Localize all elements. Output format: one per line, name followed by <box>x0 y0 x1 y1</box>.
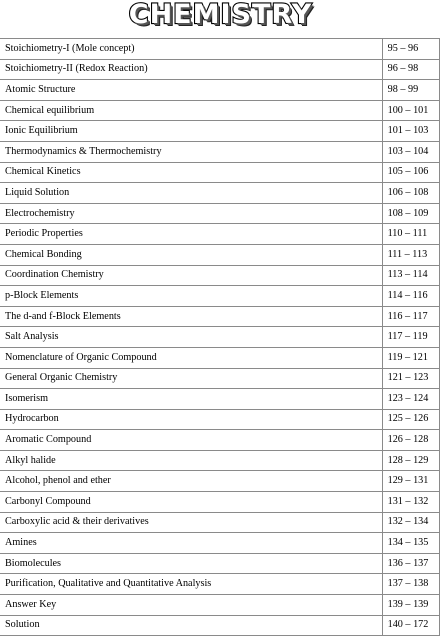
page-range-cell: 136 – 137 <box>382 553 439 574</box>
topic-cell: Solution <box>0 615 382 636</box>
table-row <box>0 100 440 121</box>
page-range-cell: 119 – 121 <box>382 347 439 368</box>
topic-cell: Alkyl halide <box>0 450 382 471</box>
table-row <box>0 327 440 348</box>
page-range-cell: 126 – 128 <box>382 430 439 451</box>
page-range-cell: 121 – 123 <box>382 368 439 389</box>
contents-table-body <box>0 39 440 636</box>
page-range-cell: 105 – 106 <box>382 162 439 183</box>
table-row <box>0 306 440 327</box>
table-row <box>0 595 440 616</box>
topic-cell: Chemical equilibrium <box>0 100 382 121</box>
table-row <box>0 59 440 80</box>
topic-cell: Isomerism <box>0 389 382 410</box>
page-range-cell: 128 – 129 <box>382 450 439 471</box>
table-row <box>0 244 440 265</box>
page-range-cell: 137 – 138 <box>382 574 439 595</box>
page-range-cell: 125 – 126 <box>382 409 439 430</box>
topic-cell: Carboxylic acid & their derivatives <box>0 512 382 533</box>
page-range-cell: 106 – 108 <box>382 183 439 204</box>
table-row <box>0 347 440 368</box>
page-title: CHEMISTRY <box>128 0 313 30</box>
topic-cell: The d-and f-Block Elements <box>0 306 382 327</box>
page-range-cell: 98 – 99 <box>382 80 439 101</box>
page-range-cell: 103 – 104 <box>382 141 439 162</box>
table-row <box>0 533 440 554</box>
contents-table <box>0 38 440 636</box>
table-row <box>0 471 440 492</box>
topic-cell: Chemical Bonding <box>0 244 382 265</box>
topic-cell: Chemical Kinetics <box>0 162 382 183</box>
topic-cell: Biomolecules <box>0 553 382 574</box>
table-row <box>0 183 440 204</box>
topic-cell: p-Block Elements <box>0 286 382 307</box>
topic-cell: Alcohol, phenol and ether <box>0 471 382 492</box>
table-row <box>0 162 440 183</box>
topic-cell: Stoichiometry-II (Redox Reaction) <box>0 59 382 80</box>
topic-cell: Liquid Solution <box>0 183 382 204</box>
topic-cell: Purification, Qualitative and Quantitative Analysis <box>0 574 382 595</box>
table-row <box>0 553 440 574</box>
page-range-cell: 95 – 96 <box>382 39 439 60</box>
page-range-cell: 101 – 103 <box>382 121 439 142</box>
page-range-cell: 116 – 117 <box>382 306 439 327</box>
page-range-cell: 123 – 124 <box>382 389 439 410</box>
table-row <box>0 368 440 389</box>
table-row <box>0 265 440 286</box>
table-row <box>0 430 440 451</box>
topic-cell: General Organic Chemistry <box>0 368 382 389</box>
table-row <box>0 409 440 430</box>
page-range-cell: 131 – 132 <box>382 492 439 513</box>
topic-cell: Stoichiometry-I (Mole concept) <box>0 39 382 60</box>
table-row <box>0 80 440 101</box>
topic-cell: Electrochemistry <box>0 203 382 224</box>
table-row <box>0 121 440 142</box>
table-row <box>0 492 440 513</box>
topic-cell: Thermodynamics & Thermochemistry <box>0 141 382 162</box>
topic-cell: Ionic Equilibrium <box>0 121 382 142</box>
table-row <box>0 450 440 471</box>
table-row <box>0 141 440 162</box>
page-range-cell: 134 – 135 <box>382 533 439 554</box>
table-row <box>0 512 440 533</box>
table-row <box>0 286 440 307</box>
topic-cell: Atomic Structure <box>0 80 382 101</box>
topic-cell: Amines <box>0 533 382 554</box>
page-range-cell: 113 – 114 <box>382 265 439 286</box>
topic-cell: Nomenclature of Organic Compound <box>0 347 382 368</box>
topic-cell: Salt Analysis <box>0 327 382 348</box>
topic-cell: Carbonyl Compound <box>0 492 382 513</box>
table-row <box>0 389 440 410</box>
topic-cell: Periodic Properties <box>0 224 382 245</box>
page-range-cell: 117 – 119 <box>382 327 439 348</box>
page-range-cell: 132 – 134 <box>382 512 439 533</box>
table-row <box>0 39 440 60</box>
topic-cell: Answer Key <box>0 595 382 616</box>
table-row <box>0 574 440 595</box>
page-range-cell: 96 – 98 <box>382 59 439 80</box>
page-range-cell: 111 – 113 <box>382 244 439 265</box>
page-range-cell: 129 – 131 <box>382 471 439 492</box>
page-range-cell: 114 – 116 <box>382 286 439 307</box>
page-range-cell: 140 – 172 <box>382 615 439 636</box>
table-row <box>0 615 440 636</box>
topic-cell: Coordination Chemistry <box>0 265 382 286</box>
page-range-cell: 110 – 111 <box>382 224 439 245</box>
page-range-cell: 139 – 139 <box>382 595 439 616</box>
page-range-cell: 100 – 101 <box>382 100 439 121</box>
topic-cell: Hydrocarbon <box>0 409 382 430</box>
page-range-cell: 108 – 109 <box>382 203 439 224</box>
topic-cell: Aromatic Compound <box>0 430 382 451</box>
table-row <box>0 203 440 224</box>
table-row <box>0 224 440 245</box>
